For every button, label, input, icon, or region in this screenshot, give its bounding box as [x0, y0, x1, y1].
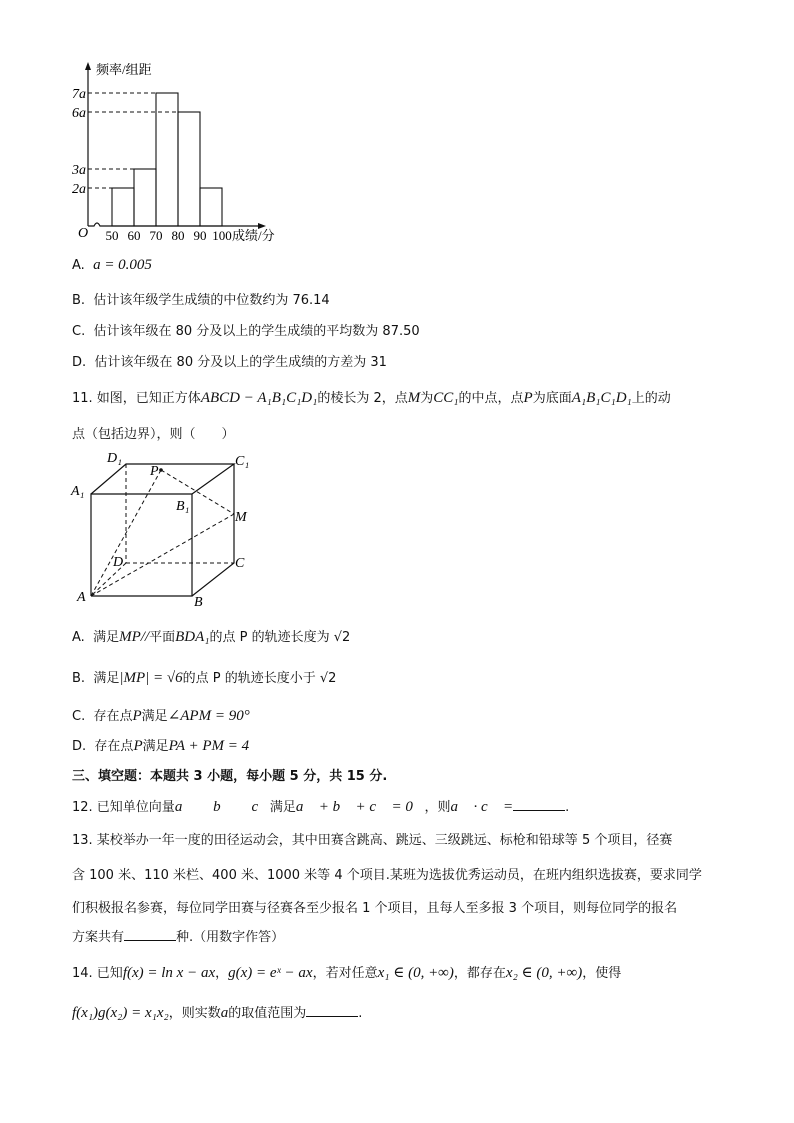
label-b: B [194, 595, 203, 610]
q13-line1: 13. 某校举办一年一度的田径运动会，其中田赛含跳高、跳远、三级跳远、标枪和铅球等 5 个项目，径赛 [72, 833, 673, 848]
q11-option-c: C. 存在点P满足∠APM = 90° [72, 708, 250, 724]
q11-stem-line2: 点（包括边界），则（ ） [72, 427, 235, 442]
histogram-bar [178, 112, 200, 226]
x-tick-label: 60 [127, 228, 141, 243]
origin-label: O [78, 226, 89, 241]
histogram-bar [112, 188, 134, 226]
y-axis-arrow [85, 62, 91, 70]
q10-option-c: C. 估计该年级在 80 分及以上的学生成绩的平均数为 87.50 [72, 324, 420, 339]
label-d: D [113, 555, 124, 570]
q11-option-d: D. 存在点P满足PA + PM = 4 [72, 738, 250, 754]
label-c1: C₁ [235, 454, 250, 469]
histogram-bar [200, 188, 222, 226]
label-p: P [150, 464, 159, 479]
q12-stem: 12. 已知单位向量a⃗ ， b⃗ ， c⃗满足a⃗ + b⃗ + c⃗ = 0⃗，则a⃗ · c⃗ = . [72, 799, 570, 815]
x-tick-label: 100 [212, 228, 232, 243]
label-a: A [77, 590, 86, 605]
q14-line2: f(x₁)g(x₂) = x₁x₂，则实数a的取值范围为 . [72, 1005, 363, 1021]
x-tick-label: 50 [105, 228, 119, 243]
label-c: C [235, 556, 245, 571]
y-tick-label: 2a [72, 182, 86, 197]
answer-blank [306, 1004, 358, 1017]
x-tick-label: 70 [149, 228, 163, 243]
x-tick-label: 90 [193, 228, 207, 243]
frequency-histogram [60, 56, 300, 251]
histogram-bar [134, 169, 156, 226]
q11-option-a: A. 满足MP//平面BDA₁的点 P 的轨迹长度为 √2 [72, 629, 351, 645]
q13-line4: 方案共有 种.（用数字作答） [72, 930, 285, 945]
section-heading: 三、填空题：本题共 3 小题，每小题 5 分，共 15 分. [72, 769, 388, 784]
y-tick-label: 6a [72, 106, 86, 121]
q13-line2: 含 100 米、110 米栏、400 米、1000 米等 4 个项目.某班为选拔优秀运动员，在班内组织选拔赛，要求同学 [72, 868, 702, 883]
q10-option-b: B. 估计该年级学生成绩的中位数约为 76.14 [72, 293, 330, 308]
label-b1: B₁ [176, 499, 190, 514]
histogram-bar [156, 93, 178, 226]
y-tick-label: 7a [72, 87, 86, 102]
q10-option-d: D. 估计该年级在 80 分及以上的学生成绩的方差为 31 [72, 355, 387, 370]
q11-option-b: B. 满足|MP| = √6的点 P 的轨迹长度小于 √2 [72, 670, 337, 686]
y-axis-label: 频率/组距 [96, 62, 152, 77]
label-d1: D₁ [107, 451, 122, 466]
x-tick-label: 80 [171, 228, 185, 243]
q14-line1: 14. 已知f(x) = ln x − ax，g(x) = eˣ − ax，若对任意x₁ ∈ (0, +∞)，都存在x₂ ∈ (0, +∞)，使得 [72, 965, 622, 981]
cube-figure [65, 448, 265, 613]
q13-line3: 们积极报名参赛，每位同学田赛与径赛各至少报名 1 个项目，且每人至多报 3 个项目，则每位同学的报名 [72, 901, 678, 916]
label-a1: A₁ [71, 484, 85, 499]
x-axis-label: 成绩/分 [232, 228, 275, 243]
label-m: M [235, 510, 247, 525]
q10-option-a: A. a = 0.005 [72, 257, 152, 273]
q11-stem-line1: 11. 如图，已知正方体ABCD − A₁B₁C₁D₁的棱长为 2，点M为CC₁的中点，点P为底面A₁B₁C₁D₁上的动 [72, 390, 671, 406]
answer-blank [124, 928, 176, 941]
answer-blank [513, 798, 565, 811]
y-tick-label: 3a [72, 163, 86, 178]
